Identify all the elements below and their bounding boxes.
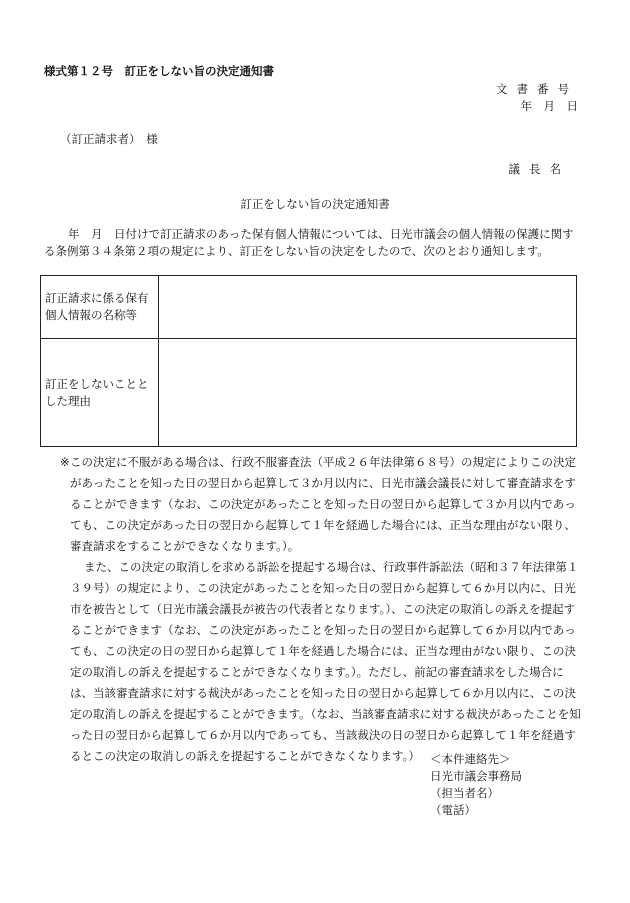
table-label-info-name: 訂正請求に係る保有個人情報の名称等 (41, 276, 159, 339)
chairperson-name: 議長名 (508, 162, 570, 176)
document-number-label: 文書番号 (496, 82, 578, 96)
contact-office: 日光市議会事務局 (430, 769, 522, 783)
notice-body-text: 年 月 日付けで訂正請求のあった保有個人情報については、日光市議会の個人情報の保護に関する条例第３４条第２項の規定により、訂正をしない旨の決定をしたので、次のとおり通知します。 (44, 227, 574, 258)
note-paragraph-lawsuit: また、この決定の取消しを求める訴訟を提起する場合は、行政事件訴訟法（昭和３７年法律第１３９号）の規定により、この決定があったことを知った日の翌日から起算して６か月以内に、日光市を被告として（日光市議会議長が被告の代表者となります。）、この決定の取消しの訴えを提起することができます（なお、この決定があったことを知った日の翌日から起算して６か月以内であっても、この決定の日の翌日から起算して１年を経過した場合には、正当な理由がない限り、この決定の取消しの訴えを提起することができなくなります。）。ただし、前記の審査請求をした場合には、当該審査請求に対する裁決があったことを知った日の翌日から起算して６か月以内に、この決定の取消しの訴えを提起することができます。（なお、当該審査請求に対する裁決があったことを知った日の翌日から起算して６か月以内であっても、当該裁決の日の翌日から起算して１年を経過するとこの決定の取消しの訴えを提起することができなくなります。） (70, 560, 581, 763)
info-table (40, 275, 577, 447)
form-title: 様式第１２号 訂正をしない旨の決定通知書 (44, 64, 274, 78)
contact-heading: ＜本件連絡先＞ (430, 752, 511, 766)
date-label: 年 月 日 (520, 99, 578, 113)
contact-phone: （電話） (430, 803, 476, 817)
note-paragraph-review: この決定に不服がある場合は、行政不服審査法（平成２６年法律第６８号）の規定によりこの決定があったことを知った日の翌日から起算して３か月以内に、日光市議会議長に対して審査請求をすることができます（なお、この決定があったことを知った日の翌日から起算して３か月以内であっても、この決定があった日の翌日から起算して１年を経過した場合には、正当な理由がない限り、審査請求をすることができなくなります。）。 (70, 455, 576, 553)
table-row (41, 339, 577, 447)
contact-block (430, 751, 522, 819)
addressee: （訂正請求者） 様 (60, 132, 158, 146)
contact-person: （担当者名） (430, 786, 499, 800)
appeal-note (44, 452, 584, 767)
note-mark: ※ (60, 455, 70, 469)
document-title: 訂正をしない旨の決定通知書 (240, 197, 390, 211)
table-value-info-name (159, 276, 577, 339)
table-label-reason: 訂正をしないこととした理由 (41, 339, 159, 447)
notice-body (44, 226, 584, 260)
table-row (41, 276, 577, 339)
table-value-reason (159, 339, 577, 447)
